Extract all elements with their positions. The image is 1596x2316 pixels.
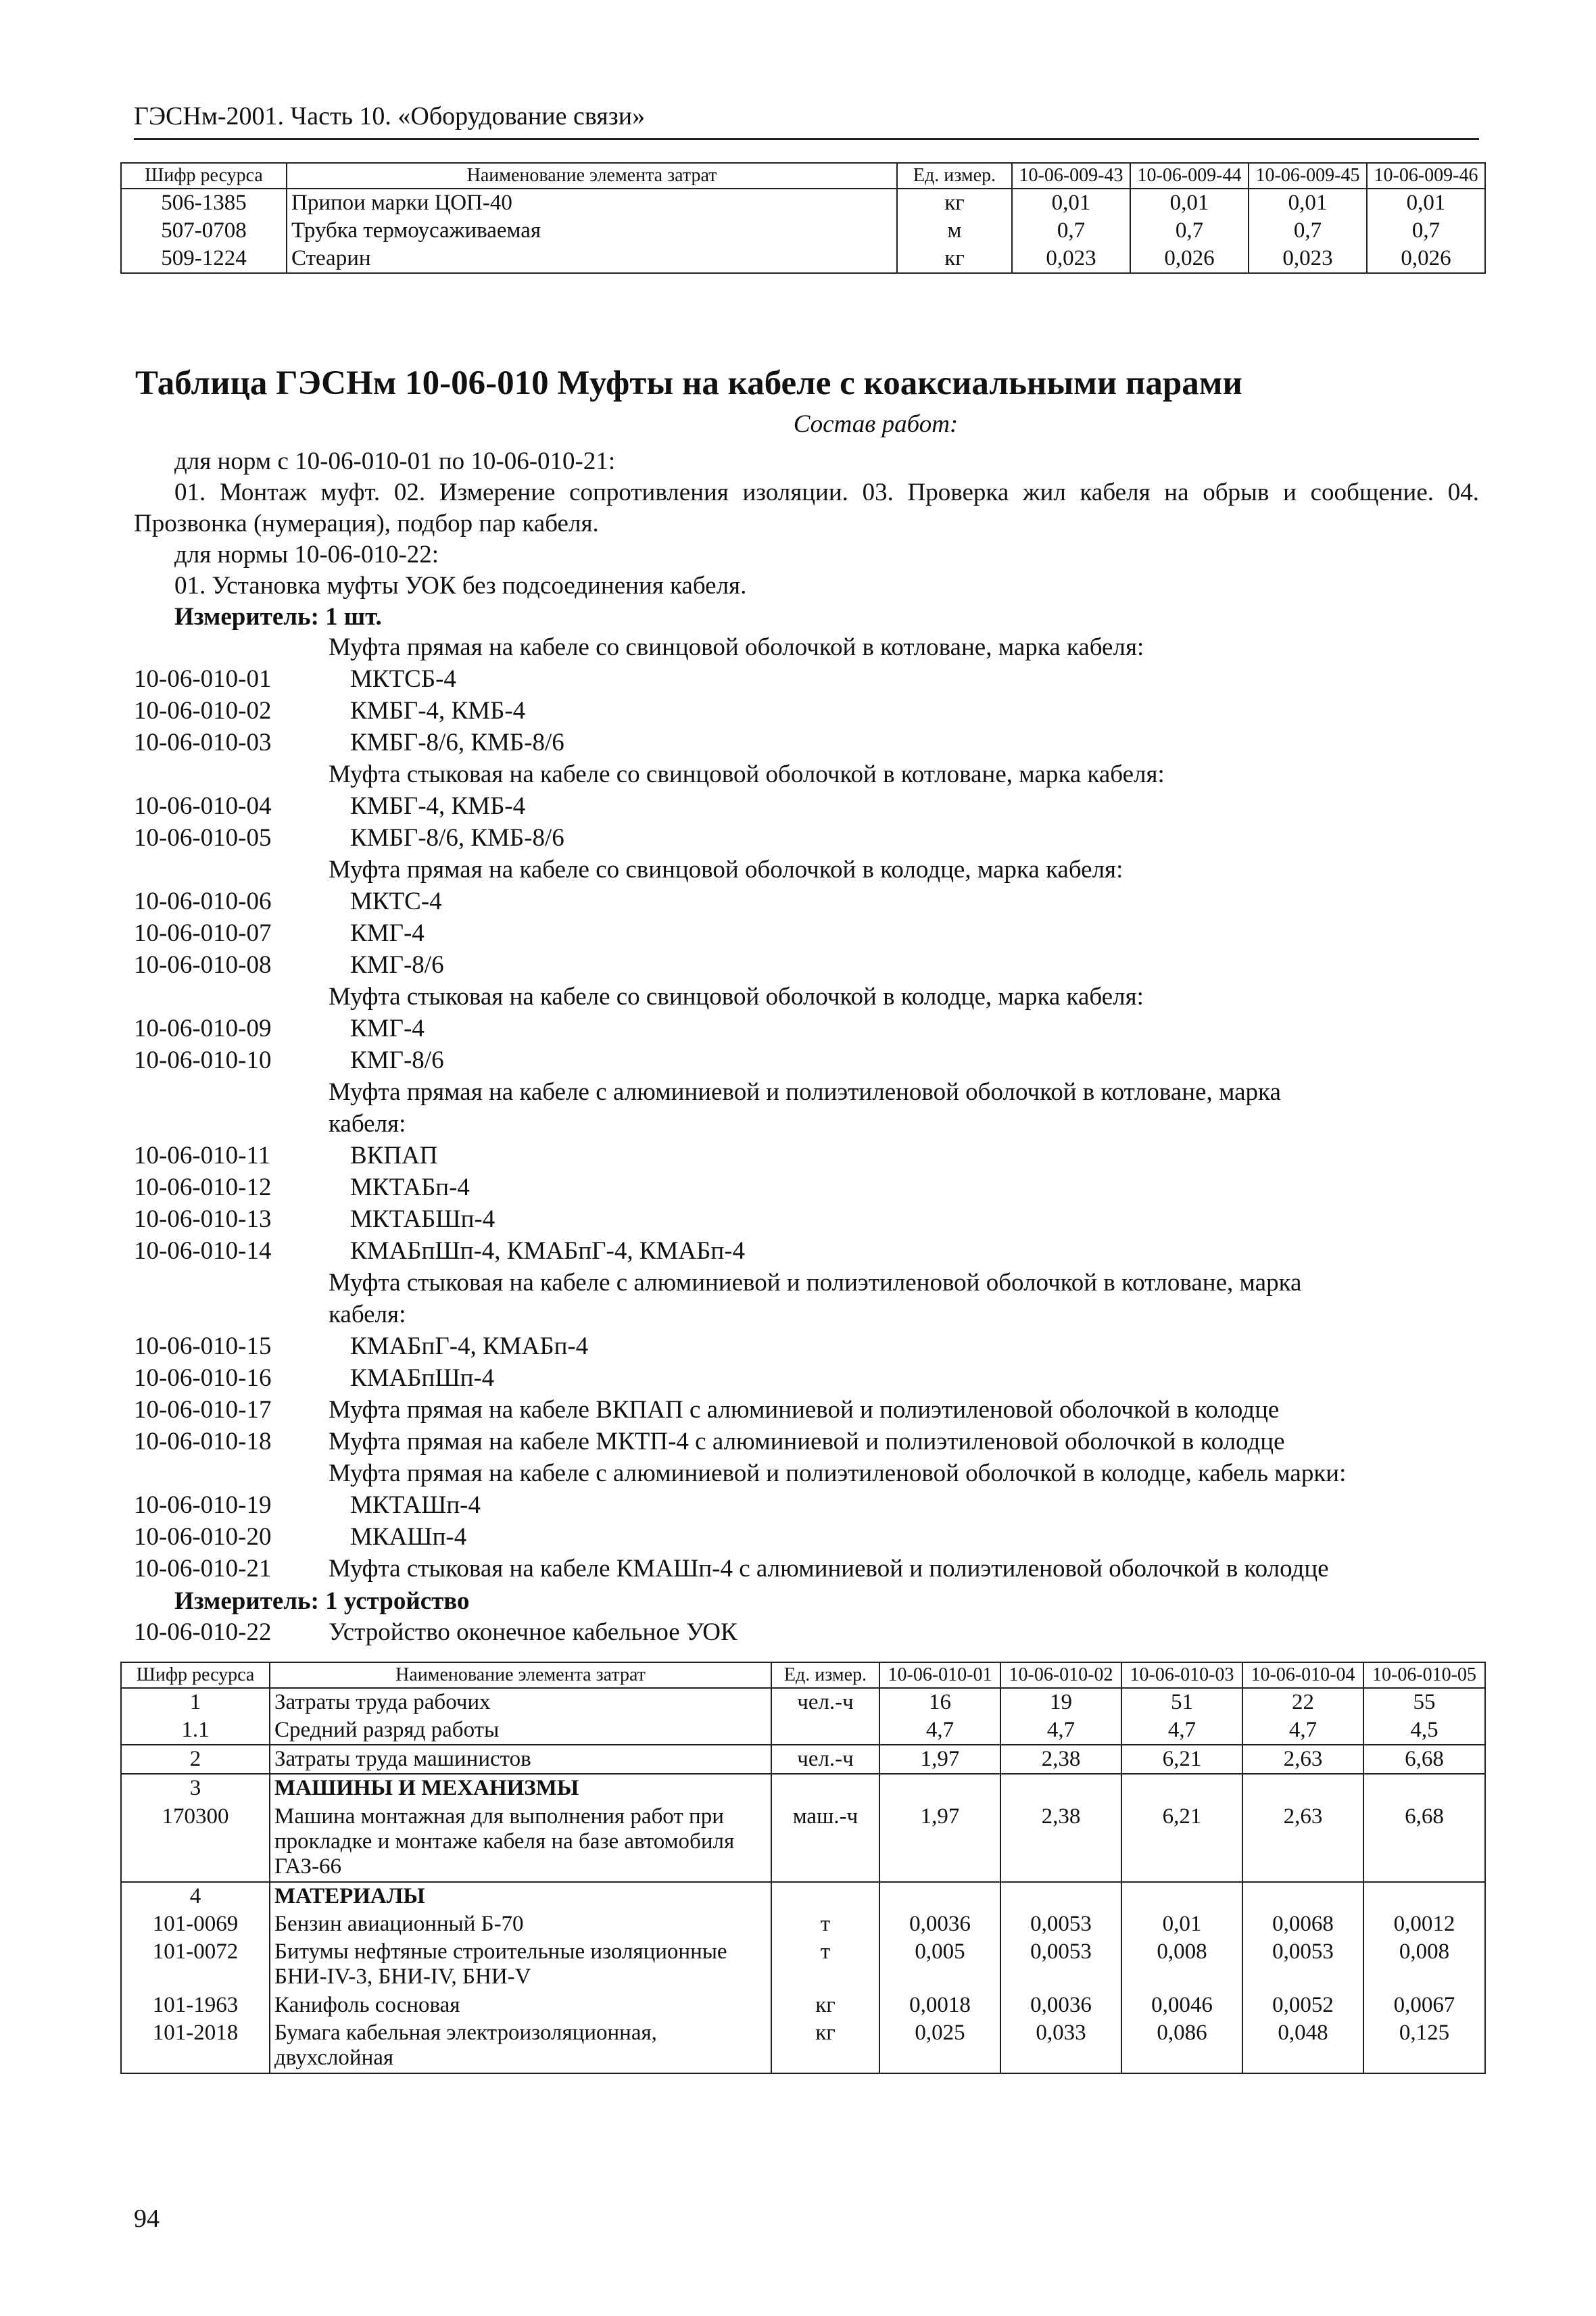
header-cell: Наименование элемента затрат xyxy=(287,163,897,189)
table-row xyxy=(121,1745,1485,1774)
table-cell: 2,38 xyxy=(1000,1803,1121,1882)
table-row xyxy=(121,1992,1485,2019)
group-heading: Муфта прямая на кабеле со свинцовой оболочкой в котловане, марка кабеля: xyxy=(329,633,1144,661)
table-cell: 506-1385 xyxy=(121,189,287,217)
norm-code: 10-06-010-06 xyxy=(134,888,272,915)
table-cell: 2,38 xyxy=(1000,1745,1121,1774)
norm-description: КМГ-4 xyxy=(350,919,425,947)
header-cell: 10-06-009-44 xyxy=(1130,163,1249,189)
table-row xyxy=(121,1688,1485,1716)
table-cell: кг xyxy=(897,245,1012,273)
group-heading: Муфта стыковая на кабеле с алюминиевой и полиэтиленовой оболочкой в котловане, марка xyxy=(329,1269,1302,1297)
table-row xyxy=(121,217,1485,245)
header-cell: 10-06-009-45 xyxy=(1249,163,1367,189)
work-composition-text: 01. Монтаж муфт. 02. Измерение сопротивления изоляции. 03. Проверка жил кабеля на обрыв и сообщение. 04. Прозвонка (нумерация), подбор пар кабеля. xyxy=(134,479,1479,537)
measure-unit: Измеритель: 1 устройство xyxy=(174,1587,470,1615)
table-cell: 0,026 xyxy=(1367,245,1485,273)
table-cell: 101-1963 xyxy=(121,1992,270,2019)
table-cell: Канифоль сосновая xyxy=(270,1992,771,2019)
section-title: Таблица ГЭСНм 10-06-010 Муфты на кабеле с коаксиальными парами xyxy=(135,364,1242,402)
norm-description: МКАШп-4 xyxy=(350,1523,467,1551)
norm-code: 10-06-010-15 xyxy=(134,1332,272,1360)
table-cell: 0,048 xyxy=(1242,2019,1363,2073)
table-cell: 0,033 xyxy=(1000,2019,1121,2073)
norm-description: КМАБпГ-4, КМАБп-4 xyxy=(350,1332,589,1360)
table-cell: Бумага кабельная электроизоляционная, двухслойная xyxy=(270,2019,771,2073)
norm-code: 10-06-010-12 xyxy=(134,1174,272,1201)
table-row xyxy=(121,1938,1485,1992)
table-cell: 4,7 xyxy=(879,1716,1000,1745)
norm-code: 10-06-010-08 xyxy=(134,951,272,979)
table-cell: чел.-ч xyxy=(771,1688,879,1716)
table-cell: 51 xyxy=(1121,1688,1242,1716)
table-cell: 4,5 xyxy=(1363,1716,1485,1745)
table-cell: 0,0067 xyxy=(1363,1992,1485,2019)
norm-description: КМАБпШп-4 xyxy=(350,1364,495,1392)
norm-description: МКТАБп-4 xyxy=(350,1174,470,1201)
norm-description: КМАБпШп-4, КМАБпГ-4, КМАБп-4 xyxy=(350,1237,746,1265)
table-cell: Средний разряд работы xyxy=(270,1716,771,1745)
table-cell: 0,025 xyxy=(879,2019,1000,2073)
table-cell: 170300 xyxy=(121,1803,270,1882)
norm-description: Устройство оконечное кабельное УОК xyxy=(329,1618,737,1646)
section-heading-cell: МАШИНЫ И МЕХАНИЗМЫ xyxy=(270,1774,771,1802)
norm-description: КМБГ-8/6, КМБ-8/6 xyxy=(350,729,564,756)
table-row xyxy=(121,1803,1485,1882)
table-cell: 4,7 xyxy=(1000,1716,1121,1745)
table-cell: 0,023 xyxy=(1012,245,1130,273)
group-heading: Муфта прямая на кабеле с алюминиевой и полиэтиленовой оболочкой в колодце, кабель марки: xyxy=(329,1459,1347,1487)
group-heading: Муфта стыковая на кабеле со свинцовой оболочкой в колодце, марка кабеля: xyxy=(329,983,1144,1011)
norms-range-text: для норм с 10-06-010-01 по 10-06-010-21: xyxy=(174,448,616,475)
table-header-row xyxy=(121,1662,1485,1688)
table-cell: 0,023 xyxy=(1249,245,1367,273)
resource-table-main xyxy=(120,1662,1486,2074)
table-cell: 1,97 xyxy=(879,1745,1000,1774)
group-heading-continued: кабеля: xyxy=(329,1301,406,1328)
norm-code: 10-06-010-20 xyxy=(134,1523,272,1551)
table-cell: 2,63 xyxy=(1242,1803,1363,1882)
norm-description: КМГ-8/6 xyxy=(350,951,444,979)
header-cell: 10-06-010-04 xyxy=(1242,1662,1363,1688)
norm-code: 10-06-010-17 xyxy=(134,1396,272,1424)
norm-code: 10-06-010-16 xyxy=(134,1364,272,1392)
norm-code: 10-06-010-11 xyxy=(134,1142,271,1169)
table-cell: 0,0036 xyxy=(879,1910,1000,1938)
table-cell: 4 xyxy=(121,1882,270,1910)
norm-description: МКТАБШп-4 xyxy=(350,1205,495,1233)
norm-code: 10-06-010-19 xyxy=(134,1491,272,1519)
table-cell: 0,086 xyxy=(1121,2019,1242,2073)
table-cell: 101-2018 xyxy=(121,2019,270,2073)
table-cell: 0,0018 xyxy=(879,1992,1000,2019)
table-cell: 0,7 xyxy=(1367,217,1485,245)
group-heading: Муфта стыковая на кабеле со свинцовой оболочкой в котловане, марка кабеля: xyxy=(329,761,1165,788)
table-cell: 6,68 xyxy=(1363,1745,1485,1774)
table-cell: 0,01 xyxy=(1012,189,1130,217)
norm-code: 10-06-010-09 xyxy=(134,1015,272,1042)
table-cell: 55 xyxy=(1363,1688,1485,1716)
section-heading-cell: МАТЕРИАЛЫ xyxy=(270,1882,771,1910)
table-cell: 19 xyxy=(1000,1688,1121,1716)
table-cell: Затраты труда рабочих xyxy=(270,1688,771,1716)
table-cell xyxy=(771,1716,879,1745)
table-cell: 0,005 xyxy=(879,1938,1000,1992)
norm-code: 10-06-010-18 xyxy=(134,1428,272,1455)
table-cell: 0,0053 xyxy=(1000,1910,1121,1938)
table-cell: т xyxy=(771,1910,879,1938)
header-cell: Ед. измер. xyxy=(897,163,1012,189)
table-cell: 0,7 xyxy=(1012,217,1130,245)
table-cell: 0,7 xyxy=(1249,217,1367,245)
header-cell: Ед. измер. xyxy=(771,1662,879,1688)
header-cell: 10-06-010-03 xyxy=(1121,1662,1242,1688)
table-cell: 0,0068 xyxy=(1242,1910,1363,1938)
table-section-row xyxy=(121,1774,1485,1802)
table-cell: 2,63 xyxy=(1242,1745,1363,1774)
norm-code: 10-06-010-05 xyxy=(134,824,272,852)
table-cell: Битумы нефтяные строительные изоляционные БНИ-IV-3, БНИ-IV, БНИ-V xyxy=(270,1938,771,1992)
table-cell: Стеарин xyxy=(287,245,897,273)
measure-unit: Измеритель: 1 шт. xyxy=(174,603,382,631)
header-cell: Шифр ресурса xyxy=(121,163,287,189)
norm-code: 10-06-010-10 xyxy=(134,1046,272,1074)
table-cell: 3 xyxy=(121,1774,270,1802)
table-cell: т xyxy=(771,1938,879,1992)
table-cell: 22 xyxy=(1242,1688,1363,1716)
resource-table-top xyxy=(120,162,1486,274)
norm-description: Муфта прямая на кабеле МКТП-4 с алюминиевой и полиэтиленовой оболочкой в колодце xyxy=(329,1428,1285,1455)
table-section-row xyxy=(121,1882,1485,1910)
norm-description: ВКПАП xyxy=(350,1142,438,1169)
table-cell: 0,125 xyxy=(1363,2019,1485,2073)
norm-code: 10-06-010-21 xyxy=(134,1555,272,1583)
norm-description: Муфта прямая на кабеле ВКПАП с алюминиевой и полиэтиленовой оболочкой в колодце xyxy=(329,1396,1280,1424)
table-cell: кг xyxy=(771,1992,879,2019)
table-row xyxy=(121,245,1485,273)
table-cell: 101-0072 xyxy=(121,1938,270,1992)
table-cell: кг xyxy=(897,189,1012,217)
table-cell: Припои марки ЦОП-40 xyxy=(287,189,897,217)
table-cell: 509-1224 xyxy=(121,245,287,273)
norm-description: МКТСБ-4 xyxy=(350,665,456,693)
table-header-row xyxy=(121,163,1485,189)
table-cell: м xyxy=(897,217,1012,245)
work-composition-label: Состав работ: xyxy=(793,410,959,438)
table-cell: маш.-ч xyxy=(771,1803,879,1882)
norm-description: МКТС-4 xyxy=(350,888,442,915)
table-cell: 6,21 xyxy=(1121,1803,1242,1882)
norms-range-text: для нормы 10-06-010-22: xyxy=(174,541,439,569)
table-cell: 4,7 xyxy=(1242,1716,1363,1745)
table-cell: 507-0708 xyxy=(121,217,287,245)
table-cell: 6,68 xyxy=(1363,1803,1485,1882)
group-heading: Муфта прямая на кабеле с алюминиевой и полиэтиленовой оболочкой в котловане, марка xyxy=(329,1078,1281,1106)
table-cell: 0,0036 xyxy=(1000,1992,1121,2019)
norm-code: 10-06-010-03 xyxy=(134,729,272,756)
table-row xyxy=(121,1716,1485,1745)
norm-description: КМБГ-8/6, КМБ-8/6 xyxy=(350,824,564,852)
table-row xyxy=(121,2019,1485,2073)
norm-code: 10-06-010-22 xyxy=(134,1618,272,1646)
table-cell: 16 xyxy=(879,1688,1000,1716)
table-cell: 101-0069 xyxy=(121,1910,270,1938)
table-cell: 0,0053 xyxy=(1242,1938,1363,1992)
table-cell: 1.1 xyxy=(121,1716,270,1745)
table-cell: 0,01 xyxy=(1249,189,1367,217)
header-cell: 10-06-009-46 xyxy=(1367,163,1485,189)
table-cell: 0,7 xyxy=(1130,217,1249,245)
norm-code: 10-06-010-13 xyxy=(134,1205,272,1233)
norm-description: КМБГ-4, КМБ-4 xyxy=(350,792,526,820)
header-cell: Наименование элемента затрат xyxy=(270,1662,771,1688)
header-cell: 10-06-009-43 xyxy=(1012,163,1130,189)
page-number: 94 xyxy=(134,2204,160,2233)
table-cell: кг xyxy=(771,2019,879,2073)
header-cell: Шифр ресурса xyxy=(121,1662,270,1688)
table-cell: Бензин авиационный Б-70 xyxy=(270,1910,771,1938)
norm-code: 10-06-010-04 xyxy=(134,792,272,820)
group-heading: Муфта прямая на кабеле со свинцовой оболочкой в колодце, марка кабеля: xyxy=(329,856,1123,884)
norm-code: 10-06-010-02 xyxy=(134,697,272,725)
norm-code: 10-06-010-07 xyxy=(134,919,272,947)
group-heading-continued: кабеля: xyxy=(329,1110,406,1138)
norm-description: КМГ-8/6 xyxy=(350,1046,444,1074)
table-cell: Трубка термоусаживаемая xyxy=(287,217,897,245)
table-cell: 1 xyxy=(121,1688,270,1716)
table-cell: 0,01 xyxy=(1121,1910,1242,1938)
table-cell: 0,0052 xyxy=(1242,1992,1363,2019)
table-cell: 0,01 xyxy=(1367,189,1485,217)
table-cell: 0,026 xyxy=(1130,245,1249,273)
table-cell: 4,7 xyxy=(1121,1716,1242,1745)
table-cell: 0,01 xyxy=(1130,189,1249,217)
running-header: ГЭСНм-2001. Часть 10. «Оборудование связи» xyxy=(134,101,1479,140)
table-cell: 6,21 xyxy=(1121,1745,1242,1774)
header-cell: 10-06-010-02 xyxy=(1000,1662,1121,1688)
norm-description: МКТАШп-4 xyxy=(350,1491,481,1519)
norm-code: 10-06-010-14 xyxy=(134,1237,272,1265)
table-cell: 0,008 xyxy=(1121,1938,1242,1992)
header-cell: 10-06-010-05 xyxy=(1363,1662,1485,1688)
table-row xyxy=(121,1910,1485,1938)
header-cell: 10-06-010-01 xyxy=(879,1662,1000,1688)
table-row xyxy=(121,189,1485,217)
norm-description: КМГ-4 xyxy=(350,1015,425,1042)
table-cell: Затраты труда машинистов xyxy=(270,1745,771,1774)
work-composition-text: 01. Установка муфты УОК без подсоединения кабеля. xyxy=(174,572,747,600)
table-cell: Машина монтажная для выполнения работ при прокладке и монтаже кабеля на базе автомобиля ГАЗ-66 xyxy=(270,1803,771,1882)
table-cell: 2 xyxy=(121,1745,270,1774)
norm-code: 10-06-010-01 xyxy=(134,665,272,693)
table-cell: 0,0046 xyxy=(1121,1992,1242,2019)
table-cell: 1,97 xyxy=(879,1803,1000,1882)
norm-description: Муфта стыковая на кабеле КМАШп-4 с алюминиевой и полиэтиленовой оболочкой в колодце xyxy=(329,1555,1329,1583)
table-cell: чел.-ч xyxy=(771,1745,879,1774)
table-cell: 0,0012 xyxy=(1363,1910,1485,1938)
norm-description: КМБГ-4, КМБ-4 xyxy=(350,697,526,725)
table-cell: 0,008 xyxy=(1363,1938,1485,1992)
table-cell: 0,0053 xyxy=(1000,1938,1121,1992)
